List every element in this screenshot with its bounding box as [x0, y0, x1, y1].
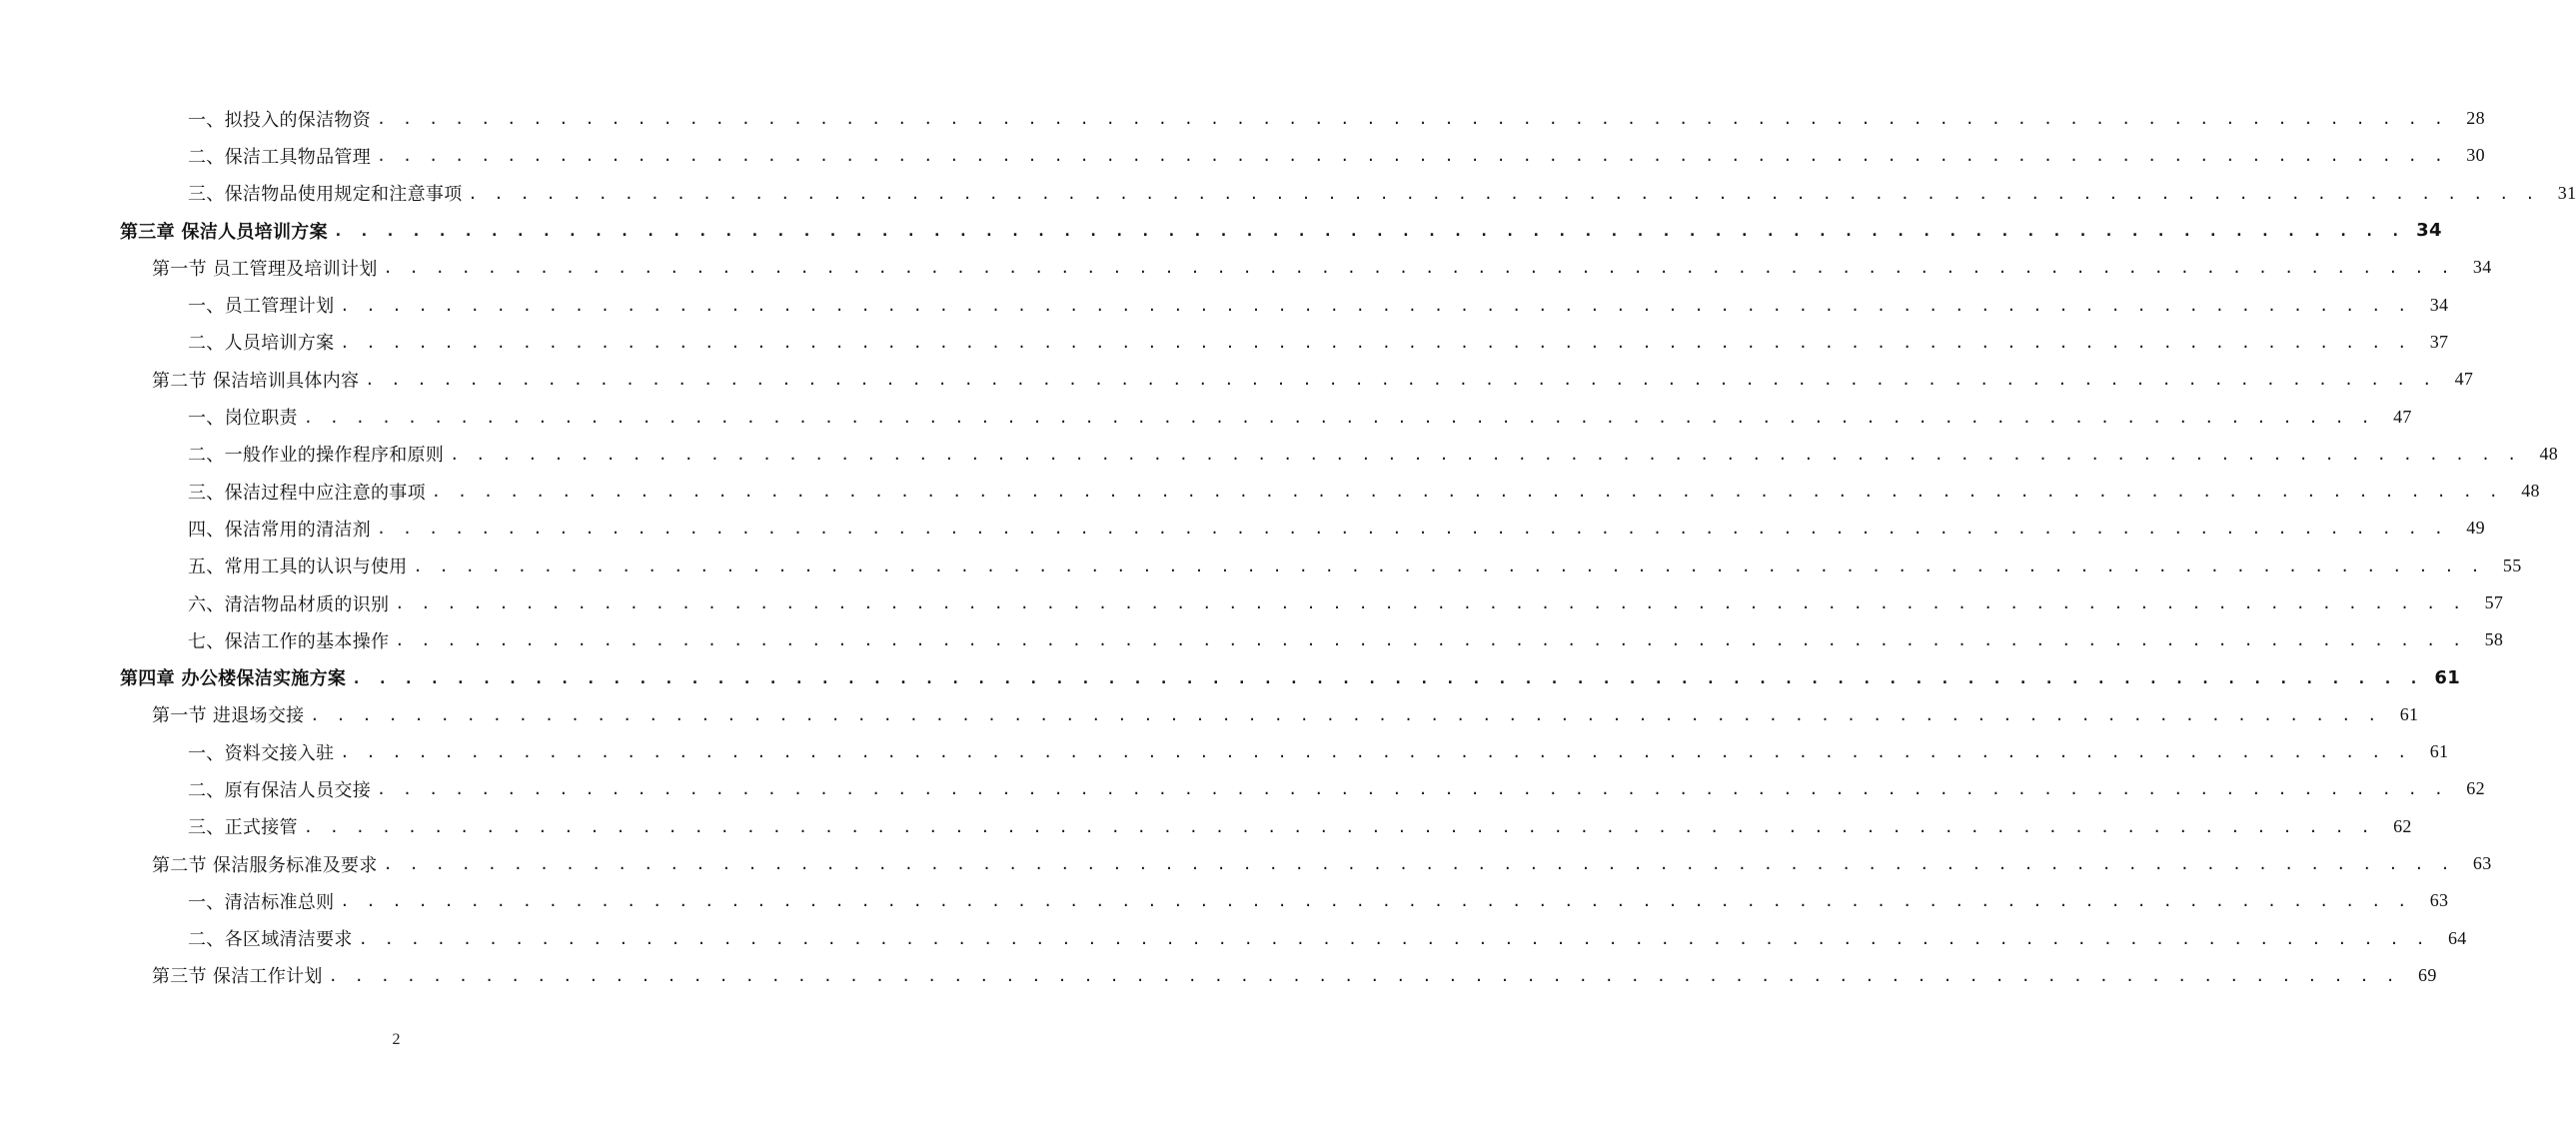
toc-dot-leader: . . . . . . . . . . . . . . . . . . . . . . . . . . . . . . . . . . . . . . . . . . . . . . . . . . . . . . . . . . . . . . . . . . . . . . . . . . . . . . . . [377, 110, 2447, 129]
toc-entry-page-number: 64 [2448, 927, 2467, 948]
toc-entry-label: 三、保洁过程中应注意的事项 [188, 482, 426, 504]
toc-dot-leader: . . . . . . . . . . . . . . . . . . . . . . . . . . . . . . . . . . . . . . . . . . . . . . . . . . . . . . . . . . . . . . . . . . . . . . . . . . . . . . . . [328, 966, 2399, 985]
toc-subsection-entry[interactable] [0, 137, 2485, 174]
toc-subsection-entry[interactable] [0, 584, 2504, 621]
toc-entry-page-number: 62 [2466, 778, 2485, 799]
toc-subsection-entry[interactable] [0, 324, 2449, 361]
toc-dot-leader: . . . . . . . . . . . . . . . . . . . . . . . . . . . . . . . . . . . . . . . . . . . . . . . . . . . . . . . . . . . . . . . . . . . . . . . . . . . . . . . . [383, 259, 2454, 278]
toc-dot-leader: . . . . . . . . . . . . . . . . . . . . . . . . . . . . . . . . . . . . . . . . . . . . . . . . . . . . . . . . . . . . . . . . . . . . . . . . . . . . . . . . [377, 780, 2447, 799]
toc-entry-label: 一、拟投入的保洁物资 [188, 109, 371, 131]
toc-entry-page-number: 69 [2418, 964, 2437, 985]
toc-entry-page-number: 48 [2521, 481, 2540, 502]
toc-section-entry[interactable] [0, 249, 2492, 286]
toc-entry-label: 二、原有保洁人员交接 [188, 779, 371, 801]
toc-entry-page-number: 58 [2484, 629, 2504, 650]
toc-entry-label: 六、清洁物品材质的识别 [188, 593, 390, 615]
toc-entry-page-number: 47 [2393, 406, 2412, 427]
toc-dot-leader: . . . . . . . . . . . . . . . . . . . . . . . . . . . . . . . . . . . . . . . . . . . . . . . . . . . . . . . . . . . . . . . . . . . . . . . . . . . . . . . . [431, 483, 2502, 502]
toc-subsection-entry[interactable] [0, 510, 2485, 547]
toc-entry-label: 二、人员培训方案 [188, 333, 335, 355]
toc-entry-page-number: 62 [2393, 815, 2412, 836]
toc-entry-page-number: 63 [2472, 853, 2492, 874]
toc-dot-leader: . . . . . . . . . . . . . . . . . . . . . . . . . . . . . . . . . . . . . . . . . . . . . . . . . . . . . . . . . . . . . . . . . . . . . . . . . . . . . . . . [352, 668, 2423, 687]
toc-entry-label: 一、清洁标准总则 [188, 891, 335, 913]
toc-entry-label: 一、资料交接入驻 [188, 742, 335, 764]
toc-entry-label: 三、保洁物品使用规定和注意事项 [188, 184, 463, 206]
toc-entry-label: 第二节 保洁培训具体内容 [152, 370, 360, 392]
toc-section-entry[interactable] [0, 845, 2492, 882]
toc-entry-page-number: 63 [2429, 890, 2449, 911]
toc-dot-leader: . . . . . . . . . . . . . . . . . . . . . . . . . . . . . . . . . . . . . . . . . . . . . . . . . . . . . . . . . . . . . . . . . . . . . . . . . . . . . . . . [450, 445, 2521, 464]
toc-dot-leader: . . . . . . . . . . . . . . . . . . . . . . . . . . . . . . . . . . . . . . . . . . . . . . . . . . . . . . . . . . . . . . . . . . . . . . . . . . . . . . . . [377, 520, 2447, 539]
page-number: 2 [392, 1031, 401, 1048]
toc-entry-label: 五、常用工具的认识与使用 [188, 557, 408, 578]
toc-entry-label: 第三章 保洁人员培训方案 [120, 221, 328, 243]
toc-dot-leader: . . . . . . . . . . . . . . . . . . . . . . . . . . . . . . . . . . . . . . . . . . . . . . . . . . . . . . . . . . . . . . . . . . . . . . . . . . . . . . . . [340, 892, 2411, 911]
toc-subsection-entry[interactable] [0, 473, 2540, 510]
toc-subsection-entry[interactable] [0, 398, 2412, 435]
toc-dot-leader: . . . . . . . . . . . . . . . . . . . . . . . . . . . . . . . . . . . . . . . . . . . . . . . . . . . . . . . . . . . . . . . . . . . . . . . . . . . . . . . . [310, 705, 2381, 724]
toc-entry-label: 第四章 办公楼保洁实施方案 [120, 668, 347, 690]
toc-entry-label: 一、岗位职责 [188, 408, 298, 430]
toc-entry-page-number: 49 [2466, 518, 2485, 539]
toc-entry-page-number: 47 [2454, 369, 2474, 390]
toc-subsection-entry[interactable] [0, 286, 2449, 323]
toc-subsection-entry[interactable] [0, 770, 2485, 807]
toc-subsection-entry[interactable] [0, 436, 2559, 473]
toc-dot-leader: . . . . . . . . . . . . . . . . . . . . . . . . . . . . . . . . . . . . . . . . . . . . . . . . . . . . . . . . . . . . . . . . . . . . . . . . . . . . . . . . [377, 147, 2447, 166]
toc-entry-label: 第三节 保洁工作计划 [152, 966, 323, 988]
toc-dot-leader: . . . . . . . . . . . . . . . . . . . . . . . . . . . . . . . . . . . . . . . . . . . . . . . . . . . . . . . . . . . . . . . . . . . . . . . . . . . . . . . . [413, 557, 2484, 575]
toc-dot-leader: . . . . . . . . . . . . . . . . . . . . . . . . . . . . . . . . . . . . . . . . . . . . . . . . . . . . . . . . . . . . . . . . . . . . . . . . . . . . . . . . [365, 371, 2436, 390]
toc-entry-page-number: 34 [2429, 294, 2449, 315]
toc-entry-page-number: 61 [2399, 703, 2419, 724]
toc-section-entry[interactable] [0, 957, 2437, 994]
toc-dot-leader: . . . . . . . . . . . . . . . . . . . . . . . . . . . . . . . . . . . . . . . . . . . . . . . . . . . . . . . . . . . . . . . . . . . . . . . . . . . . . . . . [340, 296, 2411, 315]
toc-subsection-entry[interactable] [0, 621, 2504, 658]
toc-entry-page-number: 28 [2466, 108, 2485, 129]
toc-dot-leader: . . . . . . . . . . . . . . . . . . . . . . . . . . . . . . . . . . . . . . . . . . . . . . . . . . . . . . . . . . . . . . . . . . . . . . . . . . . . . . . . [383, 855, 2454, 874]
toc-entry-page-number: 48 [2539, 443, 2559, 464]
toc-subsection-entry[interactable] [0, 808, 2412, 845]
toc-entry-label: 二、一般作业的操作程序和原则 [188, 445, 445, 467]
toc-entry-page-number: 34 [2416, 220, 2442, 242]
toc-chapter-entry[interactable] [0, 212, 2442, 249]
toc-dot-leader: . . . . . . . . . . . . . . . . . . . . . . . . . . . . . . . . . . . . . . . . . . . . . . . . . . . . . . . . . . . . . . . . . . . . . . . . . . . . . . . . [395, 594, 2466, 612]
toc-entry-page-number: 61 [2434, 666, 2461, 688]
toc-dot-leader: . . . . . . . . . . . . . . . . . . . . . . . . . . . . . . . . . . . . . . . . . . . . . . . . . . . . . . . . . . . . . . . . . . . . . . . . . . . . . . . . [333, 222, 2404, 241]
toc-entry-label: 二、各区域清洁要求 [188, 929, 353, 951]
table-of-contents [0, 100, 2576, 994]
toc-entry-page-number: 30 [2466, 145, 2485, 166]
toc-entry-page-number: 57 [2484, 592, 2504, 612]
toc-entry-label: 第一节 员工管理及培训计划 [152, 258, 378, 280]
toc-subsection-entry[interactable] [0, 733, 2449, 770]
toc-entry-label: 七、保洁工作的基本操作 [188, 630, 390, 652]
toc-chapter-entry[interactable] [0, 658, 2461, 695]
toc-dot-leader: . . . . . . . . . . . . . . . . . . . . . . . . . . . . . . . . . . . . . . . . . . . . . . . . . . . . . . . . . . . . . . . . . . . . . . . . . . . . . . . . [468, 184, 2539, 203]
toc-entry-label: 第二节 保洁服务标准及要求 [152, 854, 378, 876]
toc-entry-page-number: 55 [2502, 555, 2522, 575]
toc-entry-label: 四、保洁常用的清洁剂 [188, 519, 371, 541]
toc-entry-label: 二、保洁工具物品管理 [188, 146, 371, 168]
toc-section-entry[interactable] [0, 361, 2474, 398]
toc-dot-leader: . . . . . . . . . . . . . . . . . . . . . . . . . . . . . . . . . . . . . . . . . . . . . . . . . . . . . . . . . . . . . . . . . . . . . . . . . . . . . . . . [395, 631, 2466, 650]
toc-entry-page-number: 34 [2472, 257, 2492, 278]
toc-entry-page-number: 31 [2557, 182, 2576, 203]
toc-subsection-entry[interactable] [0, 100, 2485, 137]
toc-dot-leader: . . . . . . . . . . . . . . . . . . . . . . . . . . . . . . . . . . . . . . . . . . . . . . . . . . . . . . . . . . . . . . . . . . . . . . . . . . . . . . . . [358, 929, 2429, 948]
toc-subsection-entry[interactable] [0, 920, 2467, 957]
toc-entry-page-number: 37 [2429, 331, 2449, 352]
toc-dot-leader: . . . . . . . . . . . . . . . . . . . . . . . . . . . . . . . . . . . . . . . . . . . . . . . . . . . . . . . . . . . . . . . . . . . . . . . . . . . . . . . . [340, 743, 2411, 762]
toc-entry-label: 三、正式接管 [188, 817, 298, 839]
toc-entry-label: 一、员工管理计划 [188, 296, 335, 318]
toc-subsection-entry[interactable] [0, 175, 2576, 212]
toc-dot-leader: . . . . . . . . . . . . . . . . . . . . . . . . . . . . . . . . . . . . . . . . . . . . . . . . . . . . . . . . . . . . . . . . . . . . . . . . . . . . . . . . [303, 817, 2374, 836]
toc-entry-label: 第一节 进退场交接 [152, 705, 305, 727]
toc-subsection-entry[interactable] [0, 882, 2449, 919]
toc-dot-leader: . . . . . . . . . . . . . . . . . . . . . . . . . . . . . . . . . . . . . . . . . . . . . . . . . . . . . . . . . . . . . . . . . . . . . . . . . . . . . . . . [303, 408, 2374, 427]
toc-dot-leader: . . . . . . . . . . . . . . . . . . . . . . . . . . . . . . . . . . . . . . . . . . . . . . . . . . . . . . . . . . . . . . . . . . . . . . . . . . . . . . . . [340, 333, 2411, 352]
toc-entry-page-number: 61 [2429, 741, 2449, 762]
toc-section-entry[interactable] [0, 696, 2419, 733]
toc-subsection-entry[interactable] [0, 548, 2522, 584]
